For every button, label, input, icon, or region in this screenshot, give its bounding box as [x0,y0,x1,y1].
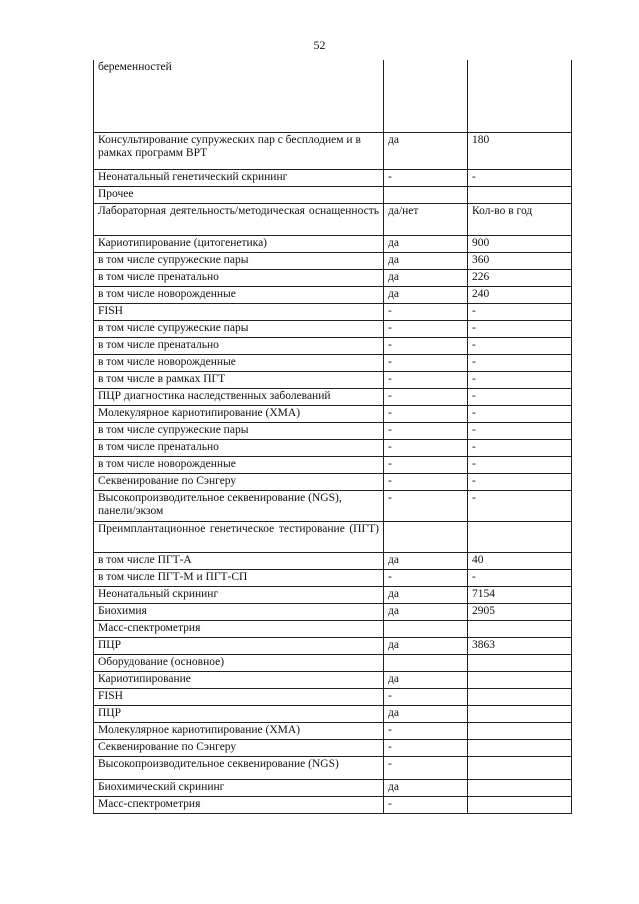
table-row [94,603,572,620]
count-cell: - [468,490,572,521]
availability-cell: да/нет [384,203,468,235]
availability-cell: - [384,569,468,586]
table-row [94,620,572,637]
table-row [94,779,572,796]
availability-cell: да [384,705,468,722]
row-label-cell: Биохимия [94,603,384,620]
table-row [94,169,572,186]
availability-cell [384,521,468,552]
availability-cell: да [384,132,468,169]
row-label-cell: Секвенирование по Сэнгеру [94,473,384,490]
row-label-cell: в том числе в рамках ПГТ [94,371,384,388]
availability-cell: - [384,439,468,456]
table-row [94,671,572,688]
table-row [94,473,572,490]
row-label-cell: Лабораторная деятельность/методическая оснащенность [94,203,384,235]
table-row [94,60,572,132]
row-label-cell: ПЦР диагностика наследственных заболеваний [94,388,384,405]
count-cell: 180 [468,132,572,169]
availability-cell: - [384,722,468,739]
table-row [94,456,572,473]
row-label-cell: ПЦР [94,705,384,722]
row-label-cell: беременностей [94,60,384,132]
availability-cell: - [384,756,468,779]
row-label-cell: Молекулярное кариотипирование (ХМА) [94,722,384,739]
count-cell: - [468,473,572,490]
table-row [94,235,572,252]
table-row [94,552,572,569]
count-cell [468,722,572,739]
count-cell: 240 [468,286,572,303]
count-cell: - [468,169,572,186]
table-row [94,286,572,303]
availability-cell [384,654,468,671]
count-cell: 40 [468,552,572,569]
table-row [94,739,572,756]
row-label-cell: Неонатальный генетический скрининг [94,169,384,186]
data-table [93,60,572,814]
count-cell: - [468,320,572,337]
row-label-cell: Консультирование супружеских пар с бесплодием и в рамках программ ВРТ [94,132,384,169]
row-label-cell: FISH [94,688,384,705]
count-cell: - [468,354,572,371]
row-label-cell: в том числе ПГТ-М и ПГТ-СП [94,569,384,586]
availability-cell [384,60,468,132]
table-row [94,405,572,422]
count-cell [468,654,572,671]
row-label-cell: Секвенирование по Сэнгеру [94,739,384,756]
row-label-cell: Масс-спектрометрия [94,796,384,813]
count-cell: - [468,388,572,405]
availability-cell: - [384,320,468,337]
row-label-cell: Преимплантационное генетическое тестирование (ПГТ) [94,521,384,552]
availability-cell: - [384,169,468,186]
table-row [94,796,572,813]
table-row [94,303,572,320]
table-row [94,354,572,371]
count-cell [468,521,572,552]
availability-cell: - [384,388,468,405]
table-row [94,388,572,405]
row-label-cell: FISH [94,303,384,320]
table-row [94,132,572,169]
availability-cell: - [384,337,468,354]
row-label-cell: Масс-спектрометрия [94,620,384,637]
availability-cell [384,186,468,203]
count-cell: - [468,371,572,388]
count-cell [468,60,572,132]
row-label-cell: в том числе супружеские пары [94,422,384,439]
table-row [94,422,572,439]
count-cell: 3863 [468,637,572,654]
table-row [94,705,572,722]
table-row [94,569,572,586]
availability-cell: - [384,739,468,756]
row-label-cell: Неонатальный скрининг [94,586,384,603]
availability-cell: да [384,235,468,252]
count-cell [468,705,572,722]
table-row [94,654,572,671]
count-cell [468,671,572,688]
availability-cell: да [384,269,468,286]
availability-cell: да [384,637,468,654]
availability-cell [384,620,468,637]
availability-cell: - [384,490,468,521]
table-body [94,60,572,813]
row-label-cell: Прочее [94,186,384,203]
table-row [94,337,572,354]
table-row [94,186,572,203]
availability-cell: - [384,422,468,439]
row-label-cell: в том числе новорожденные [94,286,384,303]
count-cell [468,779,572,796]
availability-cell: да [384,603,468,620]
row-label-cell: Оборудование (основное) [94,654,384,671]
page-number: 52 [313,38,326,52]
table-row [94,203,572,235]
count-cell [468,756,572,779]
count-cell [468,688,572,705]
availability-cell: - [384,456,468,473]
count-cell: - [468,422,572,439]
count-cell: - [468,303,572,320]
table-row [94,371,572,388]
count-cell [468,620,572,637]
availability-cell: да [384,286,468,303]
row-label-cell: ПЦР [94,637,384,654]
count-cell: 226 [468,269,572,286]
availability-cell: - [384,371,468,388]
table-row [94,269,572,286]
availability-cell: да [384,552,468,569]
availability-cell: - [384,688,468,705]
table-row [94,320,572,337]
count-cell [468,186,572,203]
row-label-cell: Кариотипирование [94,671,384,688]
row-label-cell: Биохимический скрининг [94,779,384,796]
table-row [94,722,572,739]
table-row [94,637,572,654]
table-row [94,756,572,779]
availability-cell: - [384,473,468,490]
count-cell: - [468,439,572,456]
row-label-cell: Кариотипирование (цитогенетика) [94,235,384,252]
row-label-cell: Высокопроизводительное секвенирование (NGS) [94,756,384,779]
availability-cell: да [384,586,468,603]
availability-cell: - [384,796,468,813]
count-cell: - [468,456,572,473]
count-cell: 360 [468,252,572,269]
availability-cell: - [384,303,468,320]
table-row [94,688,572,705]
table-row [94,439,572,456]
count-cell: 900 [468,235,572,252]
count-cell: - [468,337,572,354]
count-cell: 2905 [468,603,572,620]
availability-cell: да [384,671,468,688]
row-label-cell: Молекулярное кариотипирование (ХМА) [94,405,384,422]
row-label-cell: в том числе новорожденные [94,354,384,371]
availability-cell: - [384,354,468,371]
row-label-cell: в том числе пренатально [94,269,384,286]
availability-cell: да [384,779,468,796]
row-label-cell: в том числе супружеские пары [94,252,384,269]
count-cell [468,739,572,756]
count-cell: Кол-во в год [468,203,572,235]
row-label-cell: в том числе супружеские пары [94,320,384,337]
count-cell: - [468,569,572,586]
table-row [94,252,572,269]
row-label-cell: в том числе ПГТ-А [94,552,384,569]
table-row [94,490,572,521]
row-label-cell: в том числе пренатально [94,337,384,354]
availability-cell: - [384,405,468,422]
count-cell [468,796,572,813]
table-row [94,586,572,603]
count-cell: - [468,405,572,422]
table-row [94,521,572,552]
row-label-cell: в том числе новорожденные [94,456,384,473]
row-label-cell: в том числе пренатально [94,439,384,456]
row-label-cell: Высокопроизводительное секвенирование (NGS), панели/экзом [94,490,384,521]
availability-cell: да [384,252,468,269]
count-cell: 7154 [468,586,572,603]
